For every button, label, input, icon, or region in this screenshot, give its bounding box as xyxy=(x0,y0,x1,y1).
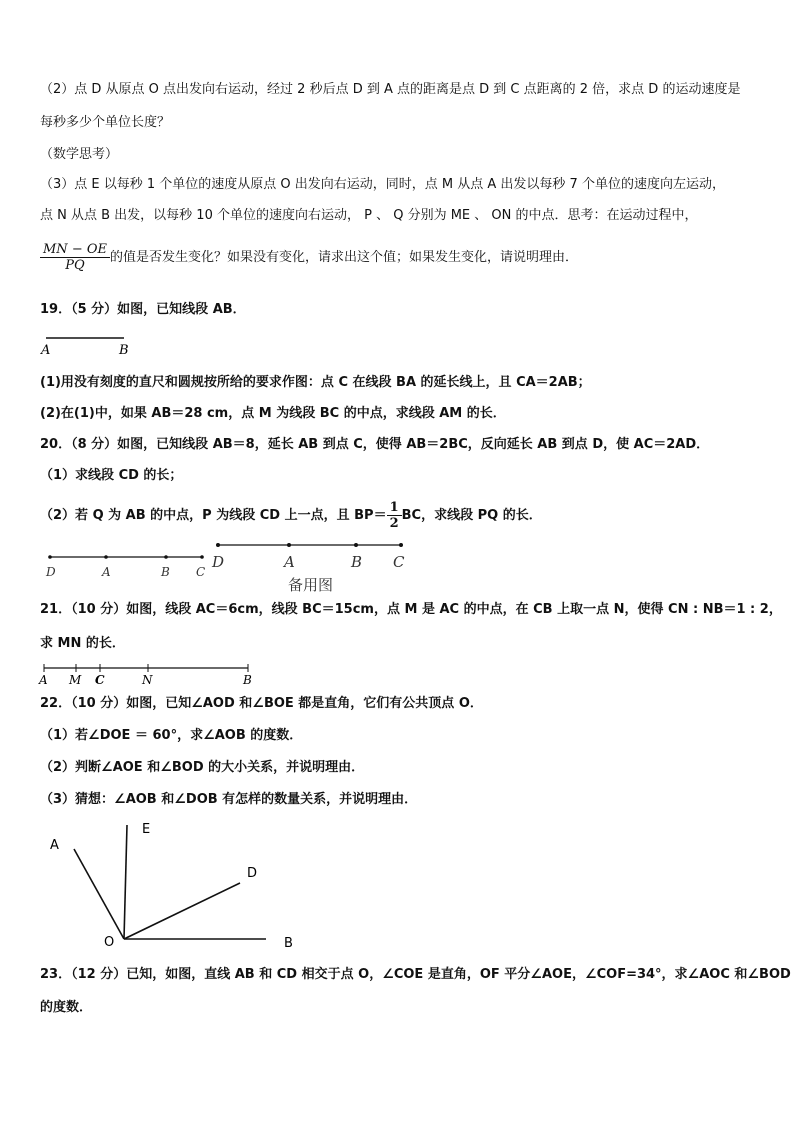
q22-stem: 22．（10 分）如图，已知∠AOD 和∠BOE 都是直角，它们有公共顶点 O． xyxy=(40,696,483,711)
q18-part3-line3 xyxy=(40,242,764,273)
q18-section-title: （数学思考） xyxy=(40,147,119,162)
q20-stem: 20．（8 分）如图，已知线段 AB＝8，延长 AB 到点 C，使得 AB＝2BC，反向延长 AB 到点 D，使 AC＝2AD． xyxy=(40,437,710,452)
q19-part1: (1)用没有刻度的直尺和圆规按所给的要求作图：点 C 在线段 BA 的延长线上，且 CA＝2AB； xyxy=(40,375,591,390)
q19-label-b: B xyxy=(119,343,129,358)
q18-frac-numerator: MN − OE xyxy=(40,242,110,258)
q22-ray-od xyxy=(124,883,240,939)
q20-point-c xyxy=(200,555,204,559)
q22-label-d: D xyxy=(247,866,258,881)
q21-label-m: M xyxy=(69,673,82,687)
q21-figure xyxy=(36,662,266,688)
q20-part1: （1）求线段 CD 的长； xyxy=(40,468,183,483)
q20-backup-point-d xyxy=(216,543,220,547)
q20-backup-point-b xyxy=(354,543,358,547)
q19-label-a: A xyxy=(41,343,51,358)
q20-figure-main xyxy=(40,545,220,580)
q20-part2 xyxy=(40,500,764,531)
q19-figure xyxy=(36,330,146,360)
q22-ray-oe xyxy=(124,825,127,939)
q20-frac-denominator: 2 xyxy=(389,516,399,531)
q20-backup-caption: 备用图 xyxy=(288,576,334,594)
q21-label-a: A xyxy=(39,673,48,687)
q20-label-c: C xyxy=(196,565,206,579)
q20-fraction xyxy=(387,500,402,531)
q22-label-o: O xyxy=(104,935,115,950)
q18-part2-line1: （2）点 D 从原点 O 点出发向右运动，经过 2 秒后点 D 到 A 点的距离是点 D 到 C 点距离的 2 倍，求点 D 的运动速度是 xyxy=(40,82,741,97)
q20-label-a: A xyxy=(102,565,111,579)
q19-part2: (2)在(1)中，如果 AB＝28 cm，点 M 为线段 BC 的中点，求线段 AM 的长． xyxy=(40,406,506,421)
q18-part2-line2: 每秒多少个单位长度？ xyxy=(40,115,171,130)
q20-backup-point-a xyxy=(287,543,291,547)
q20-backup-label-b: B xyxy=(351,553,363,571)
q22-figure xyxy=(40,815,310,960)
q20-backup-label-c: C xyxy=(393,553,405,571)
q20-figure-backup xyxy=(208,535,418,597)
q22-ray-oa xyxy=(74,849,124,939)
q22-part1: （1）若∠DOE ＝ 60°，求∠AOB 的度数． xyxy=(40,728,303,743)
q20-label-b: B xyxy=(161,565,170,579)
q18-part3-line2: 点 N 从点 B 出发，以每秒 10 个单位的速度向右运动， P 、 Q 分别为 ME 、 ON 的中点．思考：在运动过程中， xyxy=(40,208,698,223)
q22-part3: （3）猜想：∠AOB 和∠DOB 有怎样的数量关系，并说明理由． xyxy=(40,792,418,807)
q21-line2: 求 MN 的长． xyxy=(40,636,125,651)
q20-point-a xyxy=(104,555,108,559)
q23-line1: 23．（12 分）已知，如图，直线 AB 和 CD 相交于点 O，∠COE 是直角，OF 平分∠AOE，∠COF=34°，求∠AOC 和∠BOD xyxy=(40,967,791,982)
q21-line1: 21．（10 分）如图，线段 AC＝6cm，线段 BC＝15cm，点 M 是 AC 的中点，在 CB 上取一点 N，使得 CN : NB＝1 : 2， xyxy=(40,602,782,617)
q21-label-c: C xyxy=(95,673,105,687)
q20-point-d xyxy=(48,555,52,559)
q18-frac-denominator: PQ xyxy=(65,258,85,273)
q18-fraction xyxy=(40,242,110,273)
q23-line2: 的度数． xyxy=(40,1000,93,1015)
q20-part2-pre: （2）若 Q 为 AB 的中点，P 为线段 CD 上一点，且 BP＝ xyxy=(40,508,387,523)
q20-point-b xyxy=(164,555,168,559)
q22-label-a: A xyxy=(50,838,59,853)
q20-backup-label-a: A xyxy=(284,553,295,571)
q22-part2: （2）判断∠AOE 和∠BOD 的大小关系，并说明理由． xyxy=(40,760,365,775)
q20-part2-post: BC，求线段 PQ 的长． xyxy=(401,508,542,523)
q18-part3-line1: （3）点 E 以每秒 1 个单位的速度从原点 O 出发向右运动，同时，点 M 从点 A 出发以每秒 7 个单位的速度向左运动， xyxy=(40,177,725,192)
q21-label-n: N xyxy=(142,673,153,687)
q20-label-d: D xyxy=(46,565,56,579)
q20-backup-point-c xyxy=(399,543,403,547)
q21-label-b: B xyxy=(243,673,252,687)
q20-frac-numerator: 1 xyxy=(387,500,402,516)
q20-backup-label-d: D xyxy=(212,553,225,571)
q19-stem: 19．（5 分）如图，已知线段 AB． xyxy=(40,302,246,317)
q22-label-e: E xyxy=(142,822,151,837)
q22-label-b: B xyxy=(284,936,293,951)
q18-part3-line3-text: 的值是否发生变化？如果没有变化，请求出这个值；如果发生变化，请说明理由． xyxy=(110,250,579,265)
